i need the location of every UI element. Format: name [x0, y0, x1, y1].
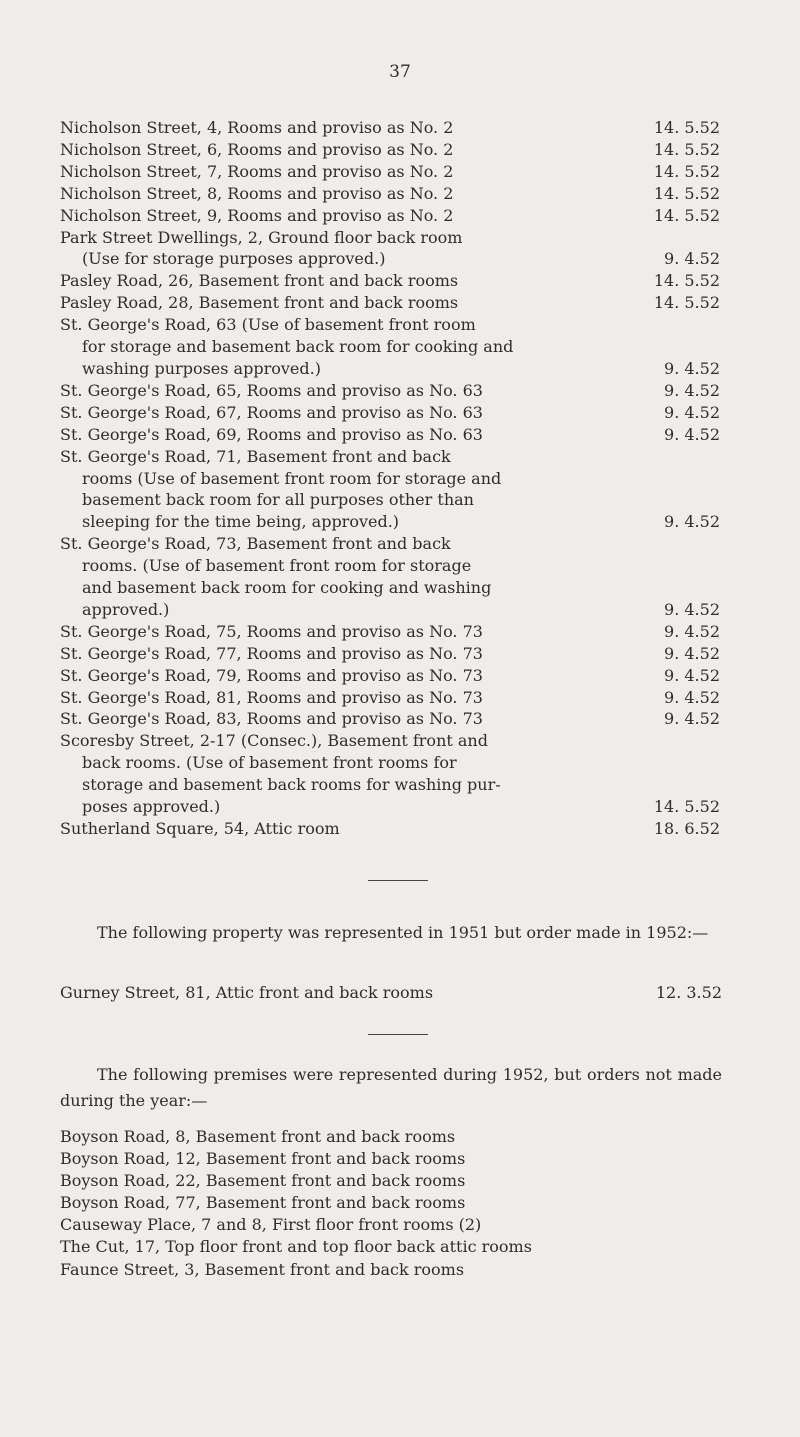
- entry-line: [60, 292, 720, 314]
- entry-text: for storage and basement back room for cooking and: [82, 337, 514, 357]
- entry-text: Pasley Road, 28, Basement front and back rooms: [60, 293, 459, 313]
- entry-text: sleeping for the time being, approved.): [82, 512, 400, 532]
- entry-line: [60, 117, 720, 139]
- entry-text: St. George's Road, 77, Rooms and proviso as No. 73: [60, 643, 483, 663]
- entry-line: [60, 687, 720, 709]
- unmade-order-item: Causeway Place, 7 and 8, First floor front rooms (2): [60, 1215, 482, 1235]
- unmade-orders-list: [60, 1126, 660, 1281]
- entry-text: St. George's Road, 73, Basement front and back: [60, 534, 451, 554]
- page-number: 37: [389, 62, 411, 82]
- property-order-list: [60, 117, 720, 840]
- entry-text: St. George's Road, 71, Basement front and back: [60, 446, 451, 466]
- entry-continuation: [60, 752, 720, 774]
- entry-text: basement back room for all purposes other than: [82, 490, 474, 510]
- entry-text: Sutherland Square, 54, Attic room: [60, 819, 340, 838]
- entry-line: [60, 708, 720, 730]
- entry-line: [60, 314, 720, 336]
- entry-line: [60, 643, 720, 665]
- entry-date: 9. 4.52: [664, 687, 720, 707]
- entry-text: poses approved.): [82, 797, 221, 817]
- entry-date: 14. 5.52: [653, 205, 720, 225]
- entry-continuation: [60, 358, 720, 380]
- section2-item: [60, 982, 722, 1004]
- entry-text: (Use for storage purposes approved.): [82, 249, 386, 269]
- unmade-order-item: The Cut, 17, Top floor front and top floor back attic rooms: [60, 1237, 532, 1257]
- entry-continuation: [60, 511, 720, 533]
- entry-text: Park Street Dwellings, 2, Ground floor back room: [60, 227, 463, 247]
- entry-text: St. George's Road, 79, Rooms and proviso as No. 73: [60, 665, 483, 685]
- entry-continuation: [60, 577, 720, 599]
- entry-text: rooms. (Use of basement front room for storage: [82, 556, 472, 576]
- unmade-order-item: Boyson Road, 8, Basement front and back rooms: [60, 1127, 456, 1146]
- section3-intro: The following premises were represented during 1952, but orders not made during the year:—: [60, 1065, 722, 1110]
- entry-continuation: [60, 555, 720, 577]
- entry-line: [60, 665, 720, 687]
- entry-date: 9. 4.52: [664, 424, 720, 444]
- entry-line: [60, 730, 720, 752]
- entry-text: Nicholson Street, 8, Rooms and proviso as No. 2: [60, 183, 454, 203]
- entry-date: 9. 4.52: [664, 358, 720, 378]
- entry-date: 9. 4.52: [664, 402, 720, 422]
- entry-text: St. George's Road, 83, Rooms and proviso as No. 73: [60, 709, 483, 729]
- entry-continuation: [60, 489, 720, 511]
- entry-text: St. George's Road, 69, Rooms and proviso as No. 63: [60, 424, 483, 444]
- entry-date: 9. 4.52: [664, 380, 720, 400]
- entry-text: Scoresby Street, 2-17 (Consec.), Basement front and: [60, 731, 488, 751]
- entry-continuation: [60, 468, 720, 490]
- entry-text: St. George's Road, 63 (Use of basement front room: [60, 315, 476, 335]
- entry-text: Nicholson Street, 6, Rooms and proviso as No. 2: [60, 139, 454, 159]
- entry-date: 9. 4.52: [664, 643, 720, 663]
- entry-text: Nicholson Street, 4, Rooms and proviso as No. 2: [60, 118, 454, 137]
- entry-text: approved.): [82, 599, 170, 619]
- entry-line: [60, 270, 720, 292]
- entry-continuation: [60, 774, 720, 796]
- entry-date: 9. 4.52: [664, 249, 720, 269]
- entry-date: 9. 4.52: [664, 599, 720, 619]
- entry-text: washing purposes approved.): [82, 358, 321, 378]
- entry-continuation: [60, 336, 720, 358]
- entry-continuation: [60, 248, 720, 270]
- entry-line: [60, 227, 720, 249]
- entry-line: [60, 446, 720, 468]
- entry-line: [60, 424, 720, 446]
- entry-text: St. George's Road, 75, Rooms and proviso as No. 73: [60, 621, 483, 641]
- entry-text: Pasley Road, 26, Basement front and back rooms: [60, 271, 459, 291]
- entry-line: [60, 139, 720, 161]
- entry-text: rooms (Use of basement front room for storage and: [82, 468, 502, 488]
- entry-date: 14. 5.52: [653, 183, 720, 203]
- entry-line: [60, 402, 720, 424]
- entry-text: Nicholson Street, 7, Rooms and proviso as No. 2: [60, 161, 454, 181]
- entry-date: 9. 4.52: [664, 665, 720, 685]
- entry-text: St. George's Road, 81, Rooms and proviso as No. 73: [60, 687, 483, 707]
- section2-item-text: Gurney Street, 81, Attic front and back rooms: [60, 983, 434, 1002]
- entry-date: 14. 5.52: [653, 161, 720, 181]
- entry-date: 9. 4.52: [664, 512, 720, 532]
- entry-line: [60, 621, 720, 643]
- entry-line: [60, 380, 720, 402]
- section2-item-date: 12. 3.52: [655, 983, 722, 1002]
- entry-line: [60, 161, 720, 183]
- entry-line: [60, 818, 720, 840]
- entry-date: 14. 5.52: [653, 271, 720, 291]
- entry-text: St. George's Road, 65, Rooms and proviso as No. 63: [60, 380, 483, 400]
- entry-line: [60, 183, 720, 205]
- entry-continuation: [60, 599, 720, 621]
- entry-text: back rooms. (Use of basement front rooms for: [82, 753, 457, 773]
- entry-date: 18. 6.52: [653, 819, 720, 838]
- entry-text: storage and basement back rooms for washing pur-: [82, 775, 501, 795]
- entry-line: [60, 533, 720, 555]
- unmade-order-item: Boyson Road, 77, Basement front and back rooms: [60, 1193, 466, 1213]
- section-divider: [368, 1034, 428, 1035]
- entry-text: and basement back room for cooking and washing: [82, 578, 492, 598]
- section-divider: [368, 880, 428, 881]
- section2-intro: The following property was represented in 1951 but order made in 1952:—: [97, 923, 709, 942]
- entry-text: Nicholson Street, 9, Rooms and proviso as No. 2: [60, 205, 454, 225]
- entry-text: St. George's Road, 67, Rooms and proviso as No. 63: [60, 402, 483, 422]
- entry-date: 9. 4.52: [664, 709, 720, 729]
- entry-date: 14. 5.52: [653, 118, 720, 137]
- unmade-order-item: Boyson Road, 12, Basement front and back rooms: [60, 1149, 466, 1169]
- entry-date: 14. 5.52: [653, 139, 720, 159]
- entry-continuation: [60, 796, 720, 818]
- entry-date: 14. 5.52: [653, 797, 720, 817]
- unmade-order-item: Faunce Street, 3, Basement front and back rooms: [60, 1259, 465, 1279]
- entry-line: [60, 205, 720, 227]
- unmade-order-item: Boyson Road, 22, Basement front and back rooms: [60, 1171, 466, 1191]
- entry-date: 14. 5.52: [653, 293, 720, 313]
- entry-date: 9. 4.52: [664, 621, 720, 641]
